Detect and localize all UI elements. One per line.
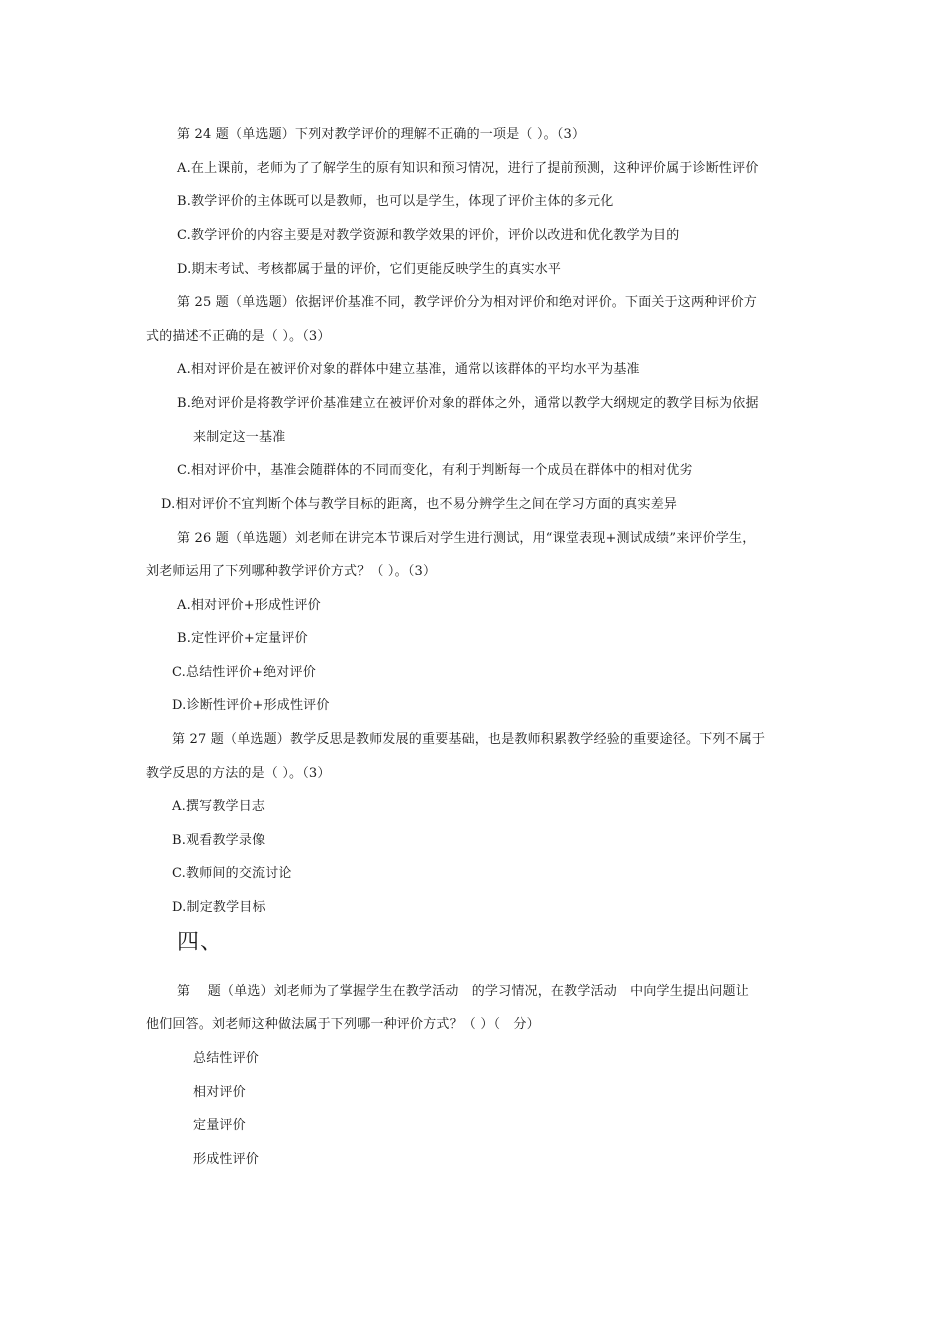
q24-stem: 第 24 题（单选题）下列对教学评价的理解不正确的一项是（ ）。（3）	[177, 127, 586, 142]
q27-option-c: C.教师间的交流讨论	[172, 866, 292, 881]
q26-option-c: C.总结性评价+绝对评价	[172, 665, 316, 680]
q27-option-b: B.观看教学录像	[172, 833, 266, 848]
q26-option-a: A.相对评价+形成性评价	[177, 598, 321, 613]
section-four-option-2: 相对评价	[193, 1085, 246, 1100]
section-four-stem-line1: 第 题（单选）刘老师为了掌握学生在教学活动 的学习情况，在教学活动 中向学生提出问题让	[177, 984, 749, 999]
section-four-option-1: 总结性评价	[193, 1051, 260, 1066]
q25-stem-line1: 第 25 题（单选题）依据评价基准不同，教学评价分为相对评价和绝对评价。下面关于这两种评价方	[177, 295, 758, 310]
q27-option-d: D.制定教学目标	[172, 900, 266, 915]
q27-stem-line2: 教学反思的方法的是（ ）。（3）	[146, 766, 331, 781]
q26-stem-line1: 第 26 题（单选题）刘老师在讲完本节课后对学生进行测试，用“课堂表现+测试成绩”来评价学生，	[177, 531, 756, 546]
q27-stem-line1: 第 27 题（单选题）教学反思是教师发展的重要基础，也是教师积累教学经验的重要途径。下列不属于	[172, 732, 766, 747]
q26-stem-line2: 刘老师运用了下列哪种教学评价方式？（ ）。（3）	[146, 564, 437, 579]
q24-option-b: B.教学评价的主体既可以是教师，也可以是学生，体现了评价主体的多元化	[177, 194, 614, 209]
q24-option-c: C.教学评价的内容主要是对教学资源和教学效果的评价，评价以改进和优化教学为目的	[177, 228, 680, 243]
q25-option-a: A.相对评价是在被评价对象的群体中建立基准，通常以该群体的平均水平为基准	[177, 362, 640, 377]
q26-option-d: D.诊断性评价+形成性评价	[172, 698, 330, 713]
q24-option-a: A.在上课前，老师为了了解学生的原有知识和预习情况，进行了提前预测，这种评价属于诊断性评价	[177, 161, 759, 176]
q25-option-b: B.绝对评价是将教学评价基准建立在被评价对象的群体之外，通常以教学大纲规定的教学目标为依据	[177, 396, 759, 411]
q27-option-a: A.撰写教学日志	[172, 799, 266, 814]
q26-option-b: B.定性评价+定量评价	[177, 631, 308, 646]
q25-option-d: D.相对评价不宜判断个体与教学目标的距离，也不易分辨学生之间在学习方面的真实差异	[161, 497, 678, 512]
q25-option-b-cont: 来制定这一基准	[193, 430, 286, 445]
section-four-option-3: 定量评价	[193, 1118, 246, 1133]
section-four-option-4: 形成性评价	[193, 1152, 260, 1167]
q25-stem-line2: 式的描述不正确的是（ ）。（3）	[146, 329, 331, 344]
q24-option-d: D.期末考试、考核都属于量的评价，它们更能反映学生的真实水平	[177, 262, 562, 277]
section-four-heading: 四、	[177, 930, 224, 955]
section-four-stem-line2: 他们回答。刘老师这种做法属于下列哪一种评价方式？（ ）（ 分）	[146, 1017, 540, 1032]
q25-option-c: C.相对评价中，基准会随群体的不同而变化，有利于判断每一个成员在群体中的相对优劣	[177, 463, 693, 478]
